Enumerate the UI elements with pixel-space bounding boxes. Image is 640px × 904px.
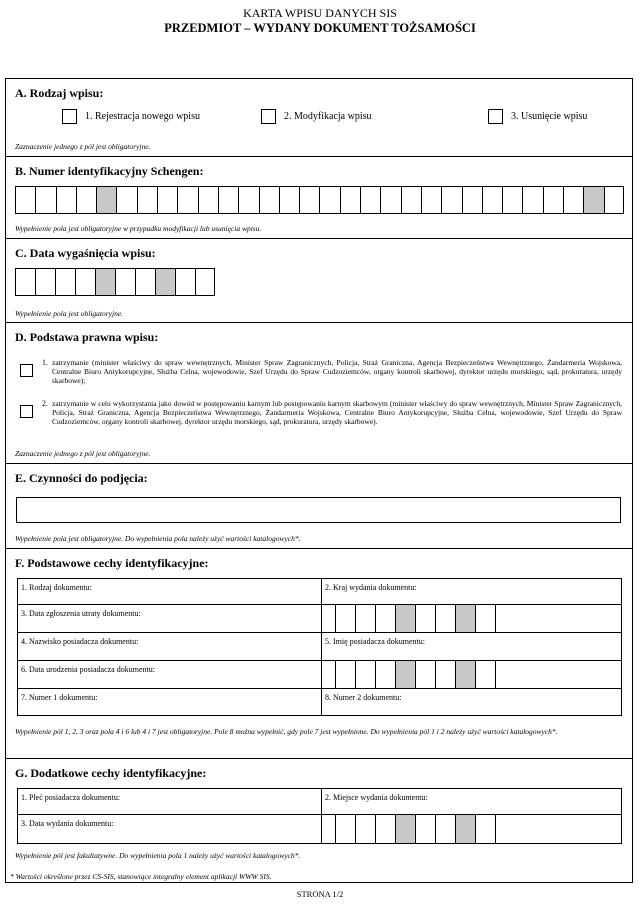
char-cell[interactable] [416,605,436,632]
char-cell[interactable] [401,186,421,214]
char-cell[interactable] [319,186,339,214]
char-cell[interactable] [356,661,376,688]
char-cell[interactable] [604,186,624,214]
holder-surname-label: 4. Nazwisko posiadacza dokumentu: [21,637,139,646]
basic-features-grid [17,578,622,716]
char-cell[interactable] [15,268,35,296]
char-cell[interactable] [436,605,456,632]
char-cell[interactable] [476,661,496,688]
char-cell[interactable] [95,268,115,296]
section-f-note: Wypełnienie pól 1, 2, 3 oraz pola 4 i 6 lub 4 i 7 jest obligatoryjne. Pole 8 można wypełnić, gdy pole 7 jest wypełnione. Do wypełnienia pól 1 i 2 należy użyć wartości katalogowych*. [15,727,558,736]
option-modify-entry-label: 2. Modyfikacja wpisu [284,111,372,122]
char-cell[interactable] [416,661,436,688]
char-cell[interactable] [35,268,55,296]
document-type-field[interactable] [18,579,322,604]
char-cell[interactable] [522,186,542,214]
char-cell[interactable] [336,815,356,843]
char-cell[interactable] [396,815,416,843]
actions-input[interactable] [16,497,621,523]
holder-birthdate-label: 6. Data urodzenia posiadacza dokumentu: [21,665,155,674]
section-b-note: Wypełnienie pola jest obligatoryjne w przypadku modyfikacji lub usunięcia wpisu. [15,224,262,233]
holder-birthdate-label-cell [18,661,322,688]
document-type-label: 1. Rodzaj dokumentu: [21,583,92,592]
char-cell[interactable] [360,186,380,214]
char-cell[interactable] [563,186,583,214]
schengen-id-input[interactable] [15,186,624,214]
section-a-note: Zaznaczenie jednego z pól jest obligatoryjne. [15,142,151,151]
form-subtitle: PRZEDMIOT – WYDANY DOKUMENT TOŻSAMOŚCI [164,21,476,35]
additional-features-grid [17,788,622,844]
char-cell[interactable] [137,186,157,214]
page-number: STRONA 1/2 [296,889,344,899]
document-number-2-field[interactable] [322,689,621,715]
char-cell[interactable] [259,186,279,214]
char-cell[interactable] [340,186,360,214]
issue-date-label-cell [18,815,322,843]
char-cell[interactable] [356,605,376,632]
char-cell[interactable] [441,186,461,214]
char-cell[interactable] [421,186,441,214]
char-cell[interactable] [502,186,522,214]
issuing-country-label: 2. Kraj wydania dokumentu: [325,583,417,592]
section-d [6,323,632,464]
char-cell[interactable] [482,186,502,214]
char-cell[interactable] [76,186,96,214]
issue-place-field[interactable] [322,789,621,814]
char-cell[interactable] [456,815,476,843]
char-cell[interactable] [56,186,76,214]
entry-form [5,78,633,883]
section-g-note: Wypełnienie pól jest fakultatywne. Do wypełnienia pola 1 należy użyć wartości katalogowych*. [15,851,301,860]
holder-firstname-label: 5. Imię posiadacza dokumentu: [325,637,425,646]
char-cell[interactable] [96,186,116,214]
char-cell[interactable] [456,605,476,632]
char-cell[interactable] [175,268,195,296]
section-b [6,157,632,239]
option-delete-entry-label: 3. Usunięcie wpisu [511,111,588,122]
issue-date-input[interactable] [322,815,496,843]
char-cell[interactable] [336,605,356,632]
char-cell[interactable] [376,661,396,688]
footnote: * Wartości określone przez CS-SIS, stanowiące integralny element aplikacji WWW SIS. [10,872,272,881]
section-c-title: C. Data wygaśnięcia wpisu: [15,246,156,260]
basis-item-text: zatrzymanie (minister właściwy do spraw wewnętrznych, Minister Spraw Zagranicznych, Policja, Straż Graniczna, Agencja Bezpieczeństwa Wewnętrznego, Żandarmeria Wojskowa, Centralne Biuro Antykorupcyjne, Służba Celna, wojewodowie, Szef Urzędu do Spraw Cudzoziemców, organy kontroli skarbowej, dyrektor urzędu morskiego, sąd, prokuratura, urzędy skarbowe); [52,358,622,385]
char-cell[interactable] [116,186,136,214]
basis-item-evidence[interactable] [20,399,622,429]
char-cell[interactable] [476,605,496,632]
char-cell[interactable] [583,186,603,214]
section-d-note: Zaznaczenie jednego z pól jest obligatoryjne. [15,449,151,458]
char-cell[interactable] [436,815,456,843]
char-cell[interactable] [35,186,55,214]
char-cell[interactable] [456,661,476,688]
section-e-note: Wypełnienie pola jest obligatoryjne. Do wypełnienia pola należy użyć wartości katalogowych*. [15,534,301,543]
char-cell[interactable] [322,661,336,688]
char-cell[interactable] [396,605,416,632]
option-modify-entry[interactable] [261,109,372,124]
holder-firstname-field[interactable] [322,633,621,660]
issue-place-label: 2. Miejsce wydania dokumentu: [325,793,428,802]
section-g [6,759,632,868]
char-cell[interactable] [198,186,218,214]
holder-birthdate-input[interactable] [322,661,496,688]
section-c-note: Wypełnienie pola jest obligatoryjne. [15,309,124,318]
checkbox-delete-entry[interactable] [488,109,503,124]
checkbox-basis-evidence[interactable] [20,405,33,418]
char-cell[interactable] [436,661,456,688]
section-g-title: G. Dodatkowe cechy identyfikacyjne: [15,766,207,780]
option-new-entry[interactable] [62,109,200,124]
char-cell[interactable] [279,186,299,214]
char-cell[interactable] [238,186,258,214]
section-a [6,79,632,157]
basis-item-text: zatrzymanie w celu wykorzystania jako dowód w postępowaniu karnym lub postępowaniu karnym skarbowym (minister właściwy do spraw wewnętrznych, Minister Spraw Zagranicznych, Policja, Straż Graniczna, Agencja Bezpieczeństwa Wewnętrznego, Żandarmeria Wojskowa, Centralne Biuro Antykorupcyjne, Służba Celna, wojewodowie, Szef Urzędu do Spraw Cudzoziemców, organy kontroli skarbowej, dyrektor urzędu morskiego, sąd, prokuratura, urzędy skarbowe). [52,399,622,426]
form-title: KARTA WPISU DANYCH SIS [243,6,397,20]
option-delete-entry[interactable] [488,109,587,124]
loss-report-date-label: 3. Data zgłoszenia utraty dokumentu: [21,609,141,618]
checkbox-new-entry[interactable] [62,109,77,124]
document-number-1-label: 7. Numer 1 dokumentu: [21,693,98,702]
checkbox-modify-entry[interactable] [261,109,276,124]
expiry-date-input[interactable] [15,268,215,296]
issuing-country-field[interactable] [322,579,621,604]
char-cell[interactable] [396,661,416,688]
document-number-2-label: 8. Numer 2 dokumentu: [325,693,402,702]
char-cell[interactable] [322,815,336,843]
section-f-title: F. Podstawowe cechy identyfikacyjne: [15,556,209,570]
char-cell[interactable] [476,815,496,843]
char-cell[interactable] [115,268,135,296]
section-d-title: D. Podstawa prawna wpisu: [15,330,159,344]
basis-item-number: 1. [42,358,48,367]
char-cell[interactable] [336,661,356,688]
section-b-title: B. Numer identyfikacyjny Schengen: [15,164,204,178]
char-cell[interactable] [55,268,75,296]
char-cell[interactable] [462,186,482,214]
char-cell[interactable] [376,605,396,632]
issue-date-label: 3. Data wydania dokumentu: [21,819,114,828]
char-cell[interactable] [15,186,35,214]
char-cell[interactable] [376,815,396,843]
holder-sex-field[interactable] [18,789,322,814]
char-cell[interactable] [299,186,319,214]
char-cell[interactable] [218,186,238,214]
char-cell[interactable] [135,268,155,296]
section-c [6,239,632,323]
char-cell[interactable] [157,186,177,214]
char-cell[interactable] [380,186,400,214]
section-e-title: E. Czynności do podjęcia: [15,471,148,485]
char-cell[interactable] [155,268,175,296]
char-cell[interactable] [195,268,215,296]
char-cell[interactable] [177,186,197,214]
loss-report-date-input[interactable] [322,605,496,632]
basis-item-detention[interactable] [20,358,622,388]
loss-report-date-label-cell [18,605,322,632]
document-number-1-field[interactable] [18,689,322,715]
char-cell[interactable] [75,268,95,296]
holder-sex-label: 1. Płeć posiadacza dokumentu: [21,793,121,802]
section-e [6,464,632,549]
char-cell[interactable] [416,815,436,843]
char-cell[interactable] [356,815,376,843]
option-new-entry-label: 1. Rejestracja nowego wpisu [85,111,200,122]
basis-item-number: 2. [42,399,48,408]
section-a-title: A. Rodzaj wpisu: [15,86,104,100]
char-cell[interactable] [543,186,563,214]
section-f [6,549,632,759]
checkbox-basis-detention[interactable] [20,364,33,377]
holder-surname-field[interactable] [18,633,322,660]
page-header [0,0,640,36]
char-cell[interactable] [322,605,336,632]
